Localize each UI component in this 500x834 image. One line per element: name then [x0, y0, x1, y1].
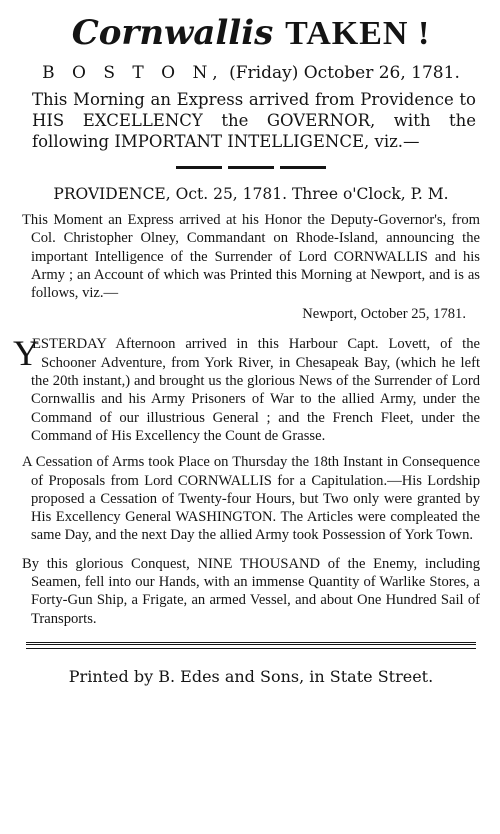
newport-dateline: Newport, October 25, 1781.	[302, 306, 466, 323]
dateline-city: B O S T O N,	[42, 63, 224, 83]
dateline-date: (Friday) October 26, 1781.	[229, 63, 460, 83]
paragraph-yesterday-text: ESTERDAY Afternoon arrived in this Harbour Capt. Lovett, of the Schooner Adventure, from York River, in Chesapeak Bay, (which he left the 20th instant,) and brought us the glorious News of the Surrender of Lord Cornwallis and his Army Prisoners of War to the allied Army, under the Command of our illustrious General ; and the French Fleet, under the Command of His Excellency the Count de Grasse.	[31, 336, 480, 444]
headline-taken: TAKEN !	[285, 15, 431, 52]
paragraph-yesterday	[13, 333, 480, 445]
intro-paragraph: This Morning an Express arrived from Providence to HIS EXCELLENCY the GOVERNOR, with the following IMPORTANT INTELLIGENCE, viz.—	[32, 90, 476, 151]
dateline	[22, 63, 480, 83]
thin-rule	[26, 648, 476, 649]
drop-cap: Y	[13, 333, 39, 374]
dash-divider	[22, 166, 480, 169]
paragraph-conquest: By this glorious Conquest, NINE THOUSAND of the Enemy, including Seamen, fell into our Hands, with an immense Quantity of Warlike Stores, a Forty-Gun Ship, a Frigate, an armed Vessel, and about One Hundred Sail of Transports.	[22, 555, 480, 627]
headline-name: Cornwallis	[71, 13, 274, 53]
dash-mark	[176, 166, 222, 169]
providence-dateline: PROVIDENCE, Oct. 25, 1781. Three o'Clock, P. M.	[53, 185, 449, 203]
dash-mark	[228, 166, 274, 169]
printer-imprint: Printed by B. Edes and Sons, in State Street.	[68, 666, 434, 686]
paragraph-deputy-governor: This Moment an Express arrived at his Honor the Deputy-Governor's, from Col. Christopher Olney, Commandant on Rhode-Island, announcing the important Intelligence of the Surrender of Lord CORNWALLIS and his Army ; an Account of which was Printed this Morning at Newport, and is as follows, viz.—	[22, 212, 480, 302]
headline	[22, 12, 480, 55]
dash-mark	[280, 166, 326, 169]
double-rule	[26, 642, 476, 645]
paragraph-cessation: A Cessation of Arms took Place on Thursday the 18th Instant in Consequence of Proposals from Lord CORNWALLIS for a Capitulation.—His Lordship proposed a Cessation of Twenty-four Hours, but Two only were granted by His Excellency General WASHINGTON. The Articles were compleated the same Day, and the next Day the allied Army took Possession of York Town.	[22, 454, 480, 544]
